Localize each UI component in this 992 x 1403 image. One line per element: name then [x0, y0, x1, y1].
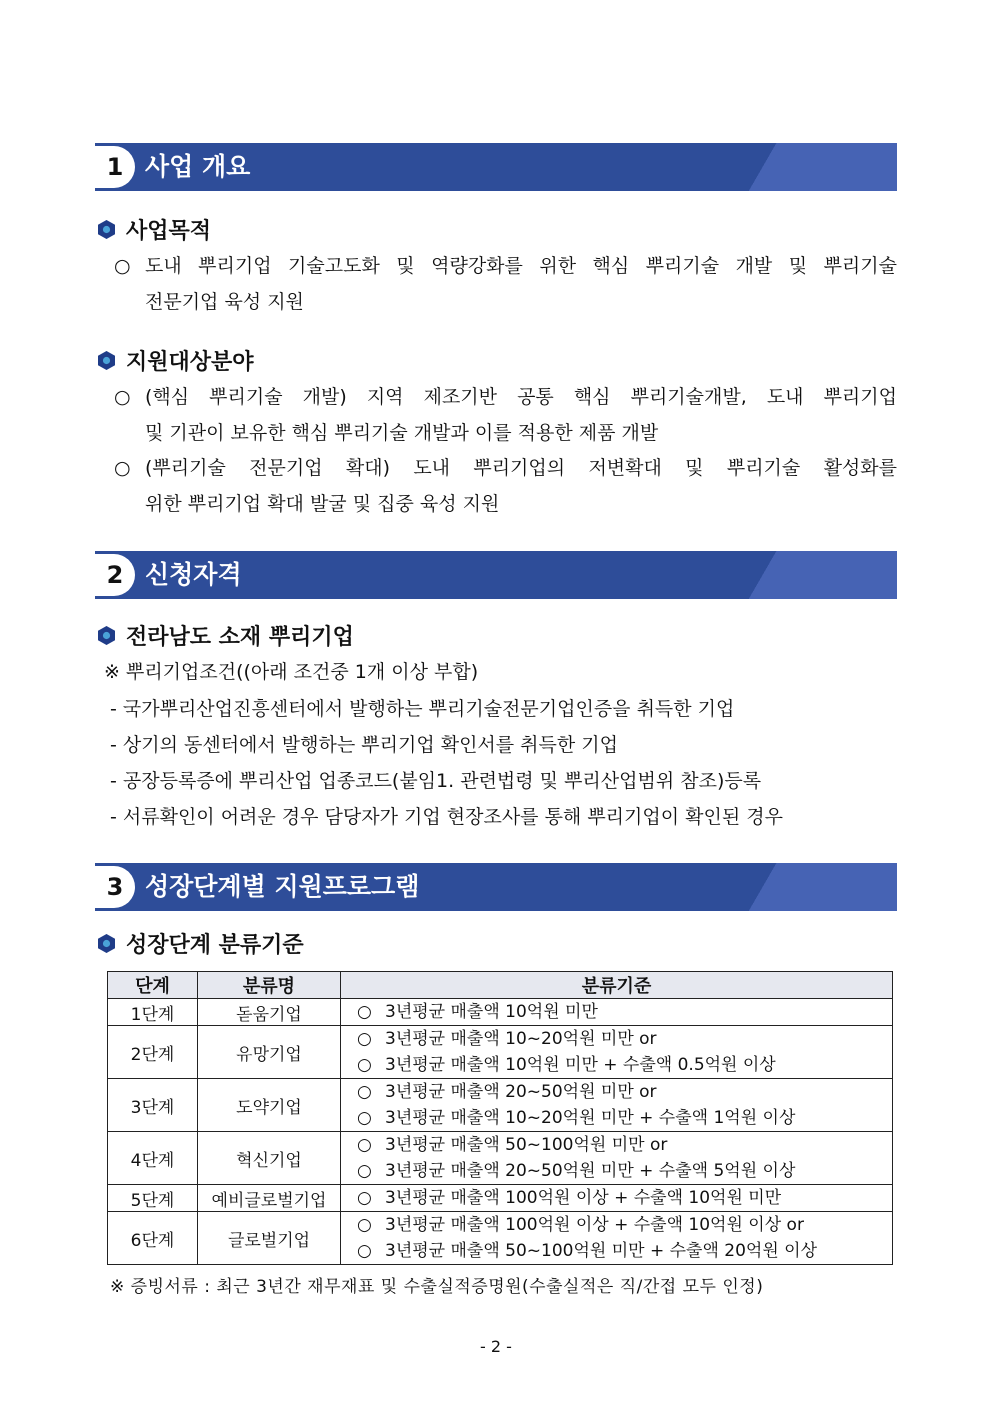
section-number: 3 [95, 866, 135, 908]
stage-cell: 6단계 [108, 1212, 198, 1265]
name-cell: 돋움기업 [198, 999, 341, 1026]
stage-cell: 1단계 [108, 999, 198, 1026]
purpose-item: ○ 도내 뿌리기업 기술고도화 및 역량강화를 위한 핵심 뿌리기술 개발 및 뿌리기술 전문기업 육성 지원 [114, 248, 897, 320]
name-cell: 유망기업 [198, 1026, 341, 1079]
section-title: 성장단계별 지원프로그램 [145, 872, 420, 901]
name-cell: 글로벌기업 [198, 1212, 341, 1265]
banner-stripe [727, 551, 897, 599]
stage-cell: 4단계 [108, 1132, 198, 1185]
table-row [108, 1132, 893, 1185]
stages-heading: 성장단계 분류기준 [97, 928, 304, 959]
header-criteria: 분류기준 [341, 972, 893, 999]
circle-bullet: ○ [114, 255, 131, 277]
eligibility-item: - 상기의 동센터에서 발행하는 뿌리기업 확인서를 취득한 기업 [110, 734, 618, 756]
stage-cell: 3단계 [108, 1079, 198, 1132]
criteria-cell: ○ 3년평균 매출액 10~20억원 미만 or ○ 3년평균 매출액 10억원 미만 + 수출액 0.5억원 이상 [341, 1026, 893, 1079]
table-header-row [108, 972, 893, 999]
field-item: ○ (핵심 뿌리기술 개발) 지역 제조기반 공통 핵심 뿌리기술개발, 도내 뿌리기업 및 기관이 보유한 핵심 뿌리기술 개발과 이를 적용한 제품 개발 [114, 379, 897, 451]
hexagon-bullet-icon [97, 350, 116, 371]
banner-stripe [727, 143, 897, 191]
purpose-heading: 사업목적 [97, 214, 211, 245]
name-cell: 혁신기업 [198, 1132, 341, 1185]
criteria-cell: ○ 3년평균 매출액 100억원 이상 + 수출액 10억원 미만 [341, 1185, 893, 1212]
stage-cell: 5단계 [108, 1185, 198, 1212]
section-number: 2 [95, 554, 135, 596]
table-row [108, 1079, 893, 1132]
eligibility-note: ※ 뿌리기업조건((아래 조건중 1개 이상 부합) [104, 661, 479, 683]
name-cell: 도약기업 [198, 1079, 341, 1132]
criteria-cell: ○ 3년평균 매출액 100억원 이상 + 수출액 10억원 이상 or ○ 3년평균 매출액 50~100억원 미만 + 수출액 20억원 이상 [341, 1212, 893, 1265]
table-row [108, 1212, 893, 1265]
name-cell: 예비글로벌기업 [198, 1185, 341, 1212]
stage-cell: 2단계 [108, 1026, 198, 1079]
hexagon-bullet-icon [97, 933, 116, 954]
section-number: 1 [95, 146, 135, 188]
field-item: ○ (뿌리기술 전문기업 확대) 도내 뿌리기업의 저변확대 및 뿌리기술 활성화를 위한 뿌리기업 확대 발굴 및 집중 육성 지원 [114, 450, 897, 522]
eligibility-item: - 국가뿌리산업진흥센터에서 발행하는 뿌리기술전문기업인증을 취득한 기업 [110, 698, 735, 720]
section-title: 신청자격 [145, 560, 242, 589]
section-title: 사업 개요 [145, 152, 251, 181]
section-2-banner [95, 551, 897, 599]
eligibility-item: - 공장등록증에 뿌리산업 업종코드(붙임1. 관련법령 및 뿌리산업범위 참조)등록 [110, 770, 762, 792]
stage-classification-table [107, 971, 893, 1265]
eligibility-item: - 서류확인이 어려운 경우 담당자가 기업 현장조사를 통해 뿌리기업이 확인된 경우 [110, 806, 783, 828]
circle-bullet: ○ [114, 386, 131, 408]
banner-stripe [727, 863, 897, 911]
header-stage: 단계 [108, 972, 198, 999]
section-1-banner [95, 143, 897, 191]
header-name: 분류명 [198, 972, 341, 999]
evidence-footnote: ※ 증빙서류 : 최근 3년간 재무재표 및 수출실적증명원(수출실적은 직/간접 모두 인정) [110, 1277, 764, 1297]
fields-heading: 지원대상분야 [97, 345, 254, 376]
criteria-cell: ○ 3년평균 매출액 10억원 미만 [341, 999, 893, 1026]
eligibility-heading: 전라남도 소재 뿌리기업 [97, 620, 354, 651]
section-3-banner [95, 863, 897, 911]
table-row [108, 1185, 893, 1212]
table-row [108, 999, 893, 1026]
hexagon-bullet-icon [97, 625, 116, 646]
hexagon-bullet-icon [97, 219, 116, 240]
criteria-cell: ○ 3년평균 매출액 50~100억원 미만 or ○ 3년평균 매출액 20~50억원 미만 + 수출액 5억원 이상 [341, 1132, 893, 1185]
page-number: - 2 - [480, 1337, 512, 1356]
criteria-cell: ○ 3년평균 매출액 20~50억원 미만 or ○ 3년평균 매출액 10~20억원 미만 + 수출액 1억원 이상 [341, 1079, 893, 1132]
table-row [108, 1026, 893, 1079]
circle-bullet: ○ [114, 457, 131, 479]
